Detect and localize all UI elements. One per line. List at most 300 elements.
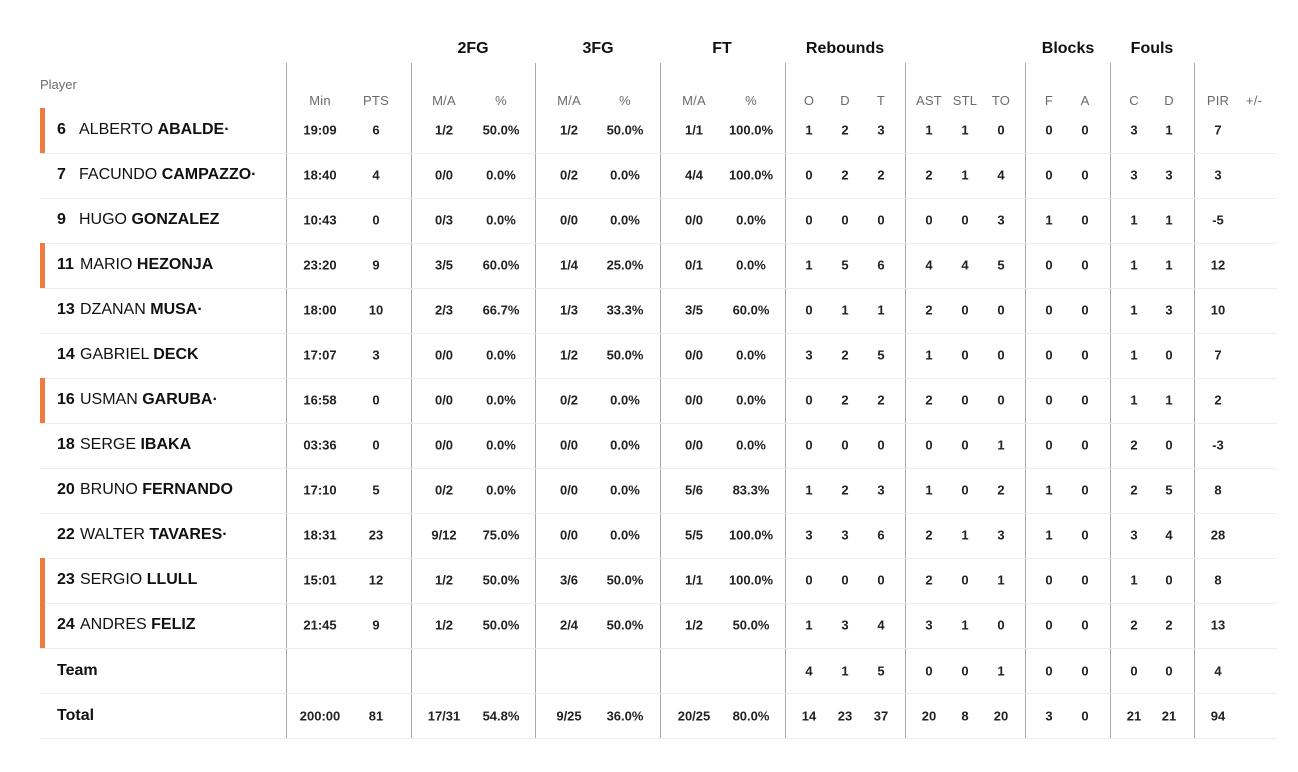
stat-cell: 1/2: [559, 122, 579, 138]
starter-marker: [40, 558, 45, 603]
stat-cell: 1: [925, 122, 933, 138]
column-divider: [286, 63, 287, 739]
player-last-name: HEZONJA: [136, 256, 214, 273]
player-last-name: GARUBA: [142, 391, 213, 408]
stat-column-header: %: [495, 93, 507, 108]
stat-cell: 0: [1081, 302, 1089, 318]
group-header: 2FG: [457, 40, 489, 57]
stat-cell: 2: [925, 302, 933, 318]
stat-cell: 0: [1045, 437, 1053, 453]
stat-cell: 0.0%: [610, 482, 640, 498]
stat-cell: 0: [1045, 167, 1053, 183]
stat-cell: 17/31: [427, 708, 461, 724]
stat-cell: 1: [1130, 257, 1138, 273]
player-first-name: MARIO: [80, 256, 133, 273]
starter-marker: [40, 243, 45, 288]
stat-cell: 100.0%: [728, 527, 774, 543]
stat-cell: 60.0%: [732, 302, 770, 318]
stat-cell: 0/0: [684, 212, 704, 228]
stat-cell: 2: [841, 482, 849, 498]
stat-cell: 1: [1165, 212, 1173, 228]
stat-cell: 4: [997, 167, 1005, 183]
stat-cell: 1: [805, 122, 813, 138]
stat-cell: 60.0%: [482, 257, 520, 273]
stat-cell: 0: [1130, 663, 1138, 679]
stat-cell: 1: [841, 663, 849, 679]
stat-cell: 2: [925, 527, 933, 543]
player-last-name: CAMPAZZO: [161, 166, 252, 183]
stat-cell: 0: [805, 392, 813, 408]
stat-column-header: Min: [309, 93, 331, 108]
stat-cell: 8: [961, 708, 969, 724]
stat-cell: 20: [921, 708, 937, 724]
player-number: 18: [57, 436, 75, 453]
stat-cell: 0: [1081, 617, 1089, 633]
player-name[interactable]: [57, 211, 219, 229]
stat-cell: 0: [961, 482, 969, 498]
stat-cell: 0.0%: [610, 437, 640, 453]
stat-cell: 2: [1130, 482, 1138, 498]
stat-cell: 3: [841, 527, 849, 543]
stat-cell: 2/4: [559, 617, 579, 633]
stat-cell: 0: [372, 212, 380, 228]
stat-cell: 0.0%: [486, 482, 516, 498]
stat-cell: 0: [1165, 572, 1173, 588]
stat-cell: 1: [961, 167, 969, 183]
stat-cell: 1: [1130, 212, 1138, 228]
starter-dot: ·: [197, 301, 203, 318]
stat-cell: 28: [1210, 527, 1226, 543]
stat-cell: 0.0%: [610, 167, 640, 183]
row-divider: [40, 423, 1277, 424]
stat-cell: 0/0: [559, 437, 579, 453]
stat-cell: 0: [961, 212, 969, 228]
player-last-name: TAVARES: [149, 526, 223, 543]
stat-cell: 0: [1045, 392, 1053, 408]
column-divider: [535, 63, 536, 739]
stat-cell: 10:43: [303, 212, 337, 228]
stat-cell: 2: [1130, 617, 1138, 633]
stat-cell: 14: [801, 708, 817, 724]
stat-column-header: F: [1044, 93, 1054, 108]
row-divider: [40, 693, 1277, 694]
stat-cell: 9/25: [556, 708, 582, 724]
row-divider: [40, 603, 1277, 604]
stat-cell: 1: [1045, 482, 1053, 498]
stat-cell: 3: [877, 482, 885, 498]
stat-cell: 1: [997, 572, 1005, 588]
stat-cell: 4: [1165, 527, 1173, 543]
stat-cell: 3: [1214, 167, 1222, 183]
stat-cell: 1/1: [684, 572, 704, 588]
player-name[interactable]: [57, 436, 191, 454]
stat-cell: 0: [1081, 167, 1089, 183]
group-header: Rebounds: [805, 40, 885, 57]
stat-cell: 0: [877, 572, 885, 588]
stat-cell: 1: [997, 663, 1005, 679]
stat-cell: 1/4: [559, 257, 579, 273]
player-name[interactable]: [57, 526, 228, 544]
stat-cell: 100.0%: [728, 122, 774, 138]
column-divider: [1194, 63, 1195, 739]
stat-cell: 5: [997, 257, 1005, 273]
stat-cell: 0: [1081, 212, 1089, 228]
column-divider: [1025, 63, 1026, 739]
stat-cell: 0: [1081, 122, 1089, 138]
player-number: 23: [57, 571, 75, 588]
stat-cell: 50.0%: [732, 617, 770, 633]
stat-column-header: D: [1164, 93, 1174, 108]
stat-cell: 50.0%: [482, 122, 520, 138]
stat-cell: 0.0%: [610, 527, 640, 543]
stat-column-header: M/A: [432, 93, 456, 108]
stat-cell: 50.0%: [606, 617, 644, 633]
row-divider: [40, 468, 1277, 469]
stat-cell: 0.0%: [486, 347, 516, 363]
stat-cell: 4/4: [684, 167, 704, 183]
starter-dot: ·: [212, 391, 218, 408]
stat-cell: 200:00: [299, 708, 341, 724]
stat-cell: 1: [841, 302, 849, 318]
stat-cell: 3/6: [559, 572, 579, 588]
stat-cell: 5: [841, 257, 849, 273]
starter-marker: [40, 378, 45, 423]
stat-cell: 2: [925, 167, 933, 183]
stat-cell: 0/0: [434, 437, 454, 453]
column-divider: [411, 63, 412, 739]
stat-cell: 0: [997, 392, 1005, 408]
stat-cell: 17:07: [303, 347, 337, 363]
player-first-name: GABRIEL: [80, 346, 149, 363]
stat-cell: 3/5: [684, 302, 704, 318]
stat-cell: 0: [925, 663, 933, 679]
stat-cell: 10: [368, 302, 384, 318]
stat-cell: 0/0: [684, 347, 704, 363]
row-divider: [40, 153, 1277, 154]
player-name[interactable]: [57, 616, 196, 634]
stat-cell: 23: [837, 708, 853, 724]
stat-cell: 81: [368, 708, 384, 724]
stat-cell: 0: [1045, 572, 1053, 588]
stat-column-header: M/A: [682, 93, 706, 108]
stat-cell: 1: [805, 617, 813, 633]
stat-cell: 0: [805, 437, 813, 453]
stat-cell: 0.0%: [736, 347, 766, 363]
player-name[interactable]: [57, 346, 199, 364]
stat-cell: 2: [877, 392, 885, 408]
stat-cell: 0/0: [559, 212, 579, 228]
stat-cell: 1: [1165, 122, 1173, 138]
stat-cell: 0: [841, 572, 849, 588]
player-last-name: MUSA: [150, 301, 198, 318]
stat-cell: 0: [1045, 347, 1053, 363]
stat-cell: -5: [1212, 212, 1224, 228]
stat-cell: 0: [961, 572, 969, 588]
stat-cell: 0: [1081, 347, 1089, 363]
stat-cell: 80.0%: [732, 708, 770, 724]
stat-cell: 1: [1130, 302, 1138, 318]
stat-cell: 12: [368, 572, 384, 588]
stat-column-header: %: [745, 93, 757, 108]
player-last-name: DECK: [153, 346, 199, 363]
stat-cell: 0: [1045, 302, 1053, 318]
stat-cell: 2: [925, 392, 933, 408]
stat-cell: 0/0: [434, 392, 454, 408]
stat-cell: 0: [1081, 392, 1089, 408]
stat-cell: 0/2: [559, 167, 579, 183]
stat-cell: 21: [1126, 708, 1142, 724]
stat-cell: 9: [372, 617, 380, 633]
stat-cell: 0: [997, 347, 1005, 363]
stat-cell: 0: [841, 212, 849, 228]
stat-cell: 0: [805, 302, 813, 318]
stat-cell: 2: [925, 572, 933, 588]
row-divider: [40, 738, 1277, 739]
stat-cell: 18:31: [303, 527, 337, 543]
stat-cell: 13: [1210, 617, 1226, 633]
stat-cell: 2: [997, 482, 1005, 498]
stat-cell: 3: [1165, 302, 1173, 318]
stat-cell: 1: [877, 302, 885, 318]
stat-cell: 0/2: [434, 482, 454, 498]
stat-cell: 0: [805, 572, 813, 588]
stat-cell: 20/25: [677, 708, 711, 724]
stat-cell: 0: [925, 437, 933, 453]
stat-cell: 23:20: [303, 257, 337, 273]
stat-cell: 21:45: [303, 617, 337, 633]
stat-cell: 3: [805, 347, 813, 363]
stat-cell: 0: [997, 122, 1005, 138]
stat-cell: 0/2: [559, 392, 579, 408]
stat-cell: 4: [805, 663, 813, 679]
player-number: 13: [57, 301, 75, 318]
stat-cell: 4: [961, 257, 969, 273]
stat-cell: 1: [805, 482, 813, 498]
stat-cell: 1: [961, 122, 969, 138]
stat-cell: 9: [372, 257, 380, 273]
stat-cell: 16:58: [303, 392, 337, 408]
stat-cell: 4: [877, 617, 885, 633]
stat-cell: 21: [1161, 708, 1177, 724]
stat-cell: 7: [1214, 122, 1222, 138]
stat-cell: 1/2: [434, 572, 454, 588]
stat-cell: 8: [1214, 572, 1222, 588]
stat-cell: 0/0: [684, 392, 704, 408]
stat-cell: 15:01: [303, 572, 337, 588]
stat-cell: 0: [805, 212, 813, 228]
player-first-name: USMAN: [80, 391, 138, 408]
stat-cell: 1/2: [559, 347, 579, 363]
stat-cell: 0: [1165, 347, 1173, 363]
player-first-name: SERGE: [80, 436, 137, 453]
stat-cell: 12: [1210, 257, 1226, 273]
row-divider: [40, 378, 1277, 379]
stat-cell: 1: [1165, 392, 1173, 408]
stat-cell: 1/2: [684, 617, 704, 633]
stat-cell: 4: [925, 257, 933, 273]
stat-cell: -3: [1212, 437, 1224, 453]
row-divider: [40, 513, 1277, 514]
stat-cell: 0: [1045, 663, 1053, 679]
stat-cell: 17:10: [303, 482, 337, 498]
stat-column-header: STL: [952, 93, 978, 108]
player-first-name: HUGO: [79, 211, 127, 228]
player-name[interactable]: [57, 481, 233, 499]
stat-cell: 1: [1045, 527, 1053, 543]
stat-cell: 18:00: [303, 302, 337, 318]
player-first-name: FACUNDO: [79, 166, 158, 183]
stat-cell: 1/2: [434, 617, 454, 633]
stat-cell: 2: [841, 392, 849, 408]
player-name[interactable]: [57, 166, 256, 184]
stat-cell: 6: [877, 527, 885, 543]
stat-column-header: C: [1129, 93, 1139, 108]
stat-cell: 0.0%: [736, 437, 766, 453]
starter-dot: ·: [251, 166, 257, 183]
stat-cell: 6: [372, 122, 380, 138]
stat-cell: 1: [805, 257, 813, 273]
stat-cell: 50.0%: [482, 572, 520, 588]
stat-cell: 0: [372, 437, 380, 453]
stat-cell: 0.0%: [736, 212, 766, 228]
stat-cell: 3: [1130, 167, 1138, 183]
stat-cell: 0/1: [684, 257, 704, 273]
stat-cell: 66.7%: [482, 302, 520, 318]
stat-cell: 1/3: [559, 302, 579, 318]
column-divider: [905, 63, 906, 739]
stat-cell: 1: [1130, 347, 1138, 363]
player-name[interactable]: [57, 121, 230, 139]
player-name[interactable]: [57, 256, 213, 274]
stat-cell: 0: [877, 437, 885, 453]
stat-cell: 0: [1081, 257, 1089, 273]
stat-column-header: M/A: [557, 93, 581, 108]
stat-cell: 3: [925, 617, 933, 633]
player-number: 11: [57, 256, 74, 273]
player-last-name: IBAKA: [140, 436, 192, 453]
stat-cell: 1: [1130, 392, 1138, 408]
stat-cell: 0: [841, 437, 849, 453]
stat-cell: 0/3: [434, 212, 454, 228]
column-divider: [785, 63, 786, 739]
stat-cell: 0.0%: [736, 257, 766, 273]
stat-cell: 23: [368, 527, 384, 543]
stat-cell: 0: [1045, 122, 1053, 138]
starter-marker: [40, 108, 45, 153]
stat-cell: 36.0%: [606, 708, 644, 724]
stat-cell: 50.0%: [606, 347, 644, 363]
player-first-name: DZANAN: [80, 301, 146, 318]
player-number: 20: [57, 481, 75, 498]
player-first-name: ANDRES: [80, 616, 147, 633]
stat-cell: 20: [993, 708, 1009, 724]
stat-cell: 7: [1214, 347, 1222, 363]
stat-cell: 2: [841, 122, 849, 138]
stat-cell: 2: [1130, 437, 1138, 453]
stat-cell: 0: [1045, 617, 1053, 633]
player-number: 7: [57, 166, 66, 183]
stat-column-header: A: [1080, 93, 1090, 108]
stat-cell: 5/6: [684, 482, 704, 498]
stat-cell: 3: [997, 212, 1005, 228]
stat-cell: 3: [1045, 708, 1053, 724]
stat-cell: 0: [1081, 437, 1089, 453]
stat-cell: 2: [1165, 617, 1173, 633]
row-divider: [40, 333, 1277, 334]
stat-cell: 5: [877, 347, 885, 363]
stat-cell: 0: [961, 392, 969, 408]
stat-cell: 0: [1165, 437, 1173, 453]
stat-cell: 0/0: [684, 437, 704, 453]
stat-cell: 0: [961, 663, 969, 679]
stat-cell: 3: [1130, 527, 1138, 543]
player-last-name: GONZALEZ: [131, 211, 220, 228]
stat-cell: 1: [925, 347, 933, 363]
stat-cell: 3: [841, 617, 849, 633]
player-name[interactable]: [57, 571, 197, 589]
stat-cell: 0: [1081, 482, 1089, 498]
player-first-name: SERGIO: [80, 571, 143, 588]
stat-cell: 3: [877, 122, 885, 138]
total-row-label: Total: [57, 707, 95, 724]
stat-cell: 2: [841, 347, 849, 363]
player-number: 16: [57, 391, 75, 408]
stat-cell: 0.0%: [610, 212, 640, 228]
row-divider: [40, 198, 1277, 199]
stat-cell: 0.0%: [486, 437, 516, 453]
stat-cell: 10: [1210, 302, 1226, 318]
stat-column-header: TO: [991, 93, 1011, 108]
player-column-header: Player: [40, 77, 77, 92]
stat-cell: 3: [997, 527, 1005, 543]
group-header: Fouls: [1130, 40, 1174, 57]
stat-cell: 18:40: [303, 167, 337, 183]
stat-column-header: D: [840, 93, 850, 108]
stat-cell: 0.0%: [486, 212, 516, 228]
stat-cell: 2: [1214, 392, 1222, 408]
stat-cell: 0: [1165, 663, 1173, 679]
group-header: Blocks: [1041, 40, 1095, 57]
player-last-name: LLULL: [146, 571, 198, 588]
group-header: FT: [712, 40, 732, 57]
player-number: 6: [57, 121, 66, 138]
row-divider: [40, 648, 1277, 649]
stat-cell: 37: [873, 708, 889, 724]
stat-cell: 0: [925, 212, 933, 228]
stat-cell: 5: [372, 482, 380, 498]
stat-cell: 0.0%: [486, 392, 516, 408]
stat-cell: 3: [1130, 122, 1138, 138]
stat-column-header: +/-: [1245, 93, 1263, 108]
player-number: 24: [57, 616, 75, 633]
stat-cell: 1/1: [684, 122, 704, 138]
stat-cell: 50.0%: [606, 122, 644, 138]
stat-cell: 8: [1214, 482, 1222, 498]
stat-cell: 0: [1081, 572, 1089, 588]
player-name[interactable]: [57, 301, 203, 319]
stat-cell: 3/5: [434, 257, 454, 273]
stat-cell: 75.0%: [482, 527, 520, 543]
player-name[interactable]: [57, 391, 218, 409]
stat-cell: 0: [1081, 708, 1089, 724]
stat-cell: 33.3%: [606, 302, 644, 318]
stat-cell: 2: [877, 167, 885, 183]
stat-cell: 0: [805, 167, 813, 183]
stat-cell: 1: [961, 617, 969, 633]
stat-cell: 1: [997, 437, 1005, 453]
row-divider: [40, 288, 1277, 289]
stat-cell: 1/2: [434, 122, 454, 138]
